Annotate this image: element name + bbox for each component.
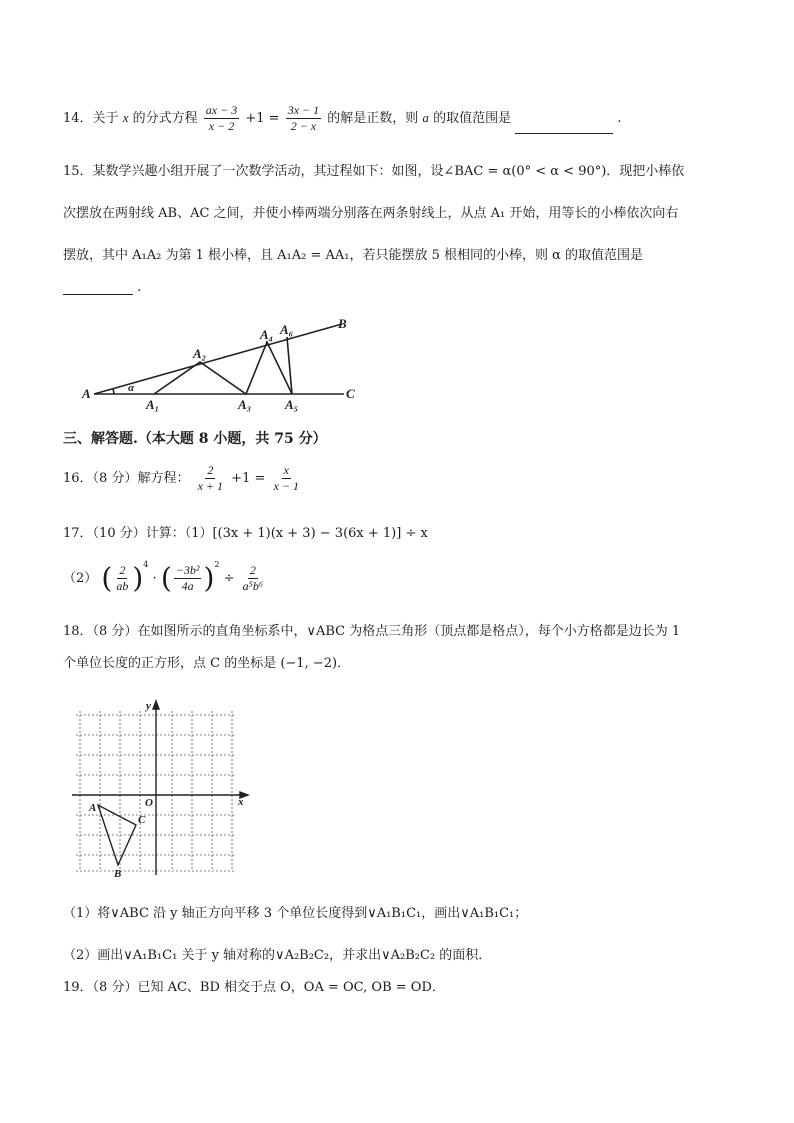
q17-exponent-1: 4 — [143, 559, 149, 569]
paren-open-2: ( — [160, 561, 172, 595]
vertex-C-label: C — [138, 814, 146, 826]
q14-period: . — [617, 111, 622, 126]
label-B: B — [338, 316, 347, 331]
rod-zigzag — [154, 337, 292, 394]
label-A3: A₃ — [238, 397, 252, 412]
q14-fraction-1 — [204, 103, 239, 134]
q17-f2-numerator: −3b² — [175, 563, 200, 577]
q15-period: . — [137, 280, 142, 295]
question-16 — [63, 463, 303, 494]
question-14 — [63, 103, 622, 134]
q16-fraction-2 — [272, 463, 301, 494]
question-17-part-1: 17．（10 分）计算：（1）[(3x + 1)(x + 3) − 3(6x + 1)] ÷ x — [63, 526, 428, 541]
label-alpha: α — [128, 382, 135, 394]
question-17-part-2 — [63, 559, 267, 595]
q17-f3-denominator: a⁵b⁶ — [242, 579, 264, 593]
q14-frac2-denominator: 2 − x — [290, 119, 317, 133]
y-axis-label: y — [146, 700, 151, 712]
q14-var-x: x — [122, 110, 129, 125]
q14-end-text: 的取值范围是 — [433, 111, 512, 126]
q17-f1-numerator: 2 — [119, 563, 126, 577]
q15-answer-line — [63, 280, 141, 295]
q14-mid-text: 的分式方程 — [132, 111, 198, 126]
question-15-line-1: 15．某数学兴趣小组开展了一次数学活动，其过程如下：如图，设∠BAC = α(0° < α < 90°)．现把小棒依 — [63, 164, 685, 179]
label-A: A — [82, 386, 91, 401]
q17-f3-numerator: 2 — [249, 563, 256, 577]
q17-fraction-1 — [114, 563, 130, 594]
label-A6: A₆ — [280, 322, 294, 337]
q16-plus-one-equals: +1 = — [231, 471, 266, 486]
question-19: 19．（8 分）已知 AC、BD 相交于点 O，OA = OC, OB = OD． — [63, 980, 445, 995]
q16-prefix: 16．（8 分）解方程： — [63, 471, 190, 486]
q14-frac2-numerator: 3x − 1 — [287, 103, 320, 117]
label-C: C — [346, 386, 355, 401]
q17-f2-denominator: 4a — [181, 579, 194, 593]
q14-prefix: 14．关于 — [63, 111, 119, 126]
q14-plus-one-equals: +1 = — [245, 111, 280, 126]
q17-dot: · — [152, 571, 157, 586]
question-18-sub-1: （1）将∨ABC 沿 y 轴正方向平移 3 个单位长度得到∨A₁B₁C₁，画出∨A₁B₁C₁； — [63, 906, 528, 921]
question-18-sub-2: （2）画出∨A₁B₁C₁ 关于 y 轴对称的∨A₂B₂C₂，并求出∨A₂B₂C₂ 的面积． — [63, 948, 492, 963]
q16-frac2-denominator: x − 1 — [273, 479, 299, 493]
q14-var-a: a — [422, 110, 429, 125]
label-A4: A₄ — [260, 327, 274, 342]
coordinate-grid-figure — [68, 695, 253, 880]
q14-fraction-2 — [286, 103, 321, 134]
q14-frac1-numerator: ax − 3 — [205, 103, 238, 117]
section-3-heading: 三、解答题.（本大题 8 小题，共 75 分） — [63, 431, 327, 447]
question-18-line-1: 18．（8 分）在如图所示的直角坐标系中，∨ABC 为格点三角形（顶点都是格点），每个小方格都是边长为 1 — [63, 624, 681, 639]
grid-lines — [76, 711, 234, 871]
q16-fraction-1 — [196, 463, 225, 494]
y-axis-arrow-icon — [153, 701, 159, 709]
angle-alpha-arc — [113, 389, 114, 394]
question-15-line-3: 摆放，其中 A₁A₂ 为第 1 根小棒，且 A₁A₂ = AA₁，若只能摆放 5 根相同的小棒，则 α 的取值范围是 — [63, 248, 644, 263]
vertex-A-label: A — [89, 802, 97, 814]
label-A2: A₂ — [193, 346, 207, 361]
figure-15-rods-diagram — [80, 312, 370, 412]
paren-open-1: ( — [101, 561, 113, 595]
q17-f1-denominator: ab — [116, 579, 129, 593]
q16-frac2-numerator: x — [283, 463, 289, 477]
q14-frac1-denominator: x − 2 — [208, 119, 235, 133]
label-A5: A₅ — [285, 397, 299, 412]
q14-answer-blank[interactable] — [515, 133, 613, 134]
q17-fraction-2 — [174, 563, 202, 594]
q14-suffix: 的解是正数，则 — [327, 111, 419, 126]
question-18-line-2: 个单位长度的正方形，点 C 的坐标是 (−1, −2)． — [63, 656, 351, 671]
q17-part2-prefix: （2） — [63, 571, 98, 586]
question-15-line-2: 次摆放在两射线 AB、AC 之间，并使小棒两端分别落在两条射线上，从点 A₁ 开始，用等长的小棒依次向右 — [63, 206, 679, 221]
paren-close-2: ) — [203, 561, 215, 595]
q17-divide: ÷ — [223, 571, 235, 586]
q16-frac1-numerator: 2 — [207, 463, 214, 477]
q16-frac1-denominator: x + 1 — [197, 479, 224, 493]
x-axis-label: x — [238, 796, 244, 808]
vertex-B-label: B — [114, 868, 122, 880]
label-A1: A₁ — [146, 397, 160, 412]
q15-answer-blank[interactable] — [63, 294, 133, 295]
q17-fraction-3 — [241, 563, 265, 594]
paren-close-1: ) — [132, 561, 144, 595]
q17-exponent-2: 2 — [214, 559, 220, 569]
origin-label: O — [145, 797, 153, 809]
